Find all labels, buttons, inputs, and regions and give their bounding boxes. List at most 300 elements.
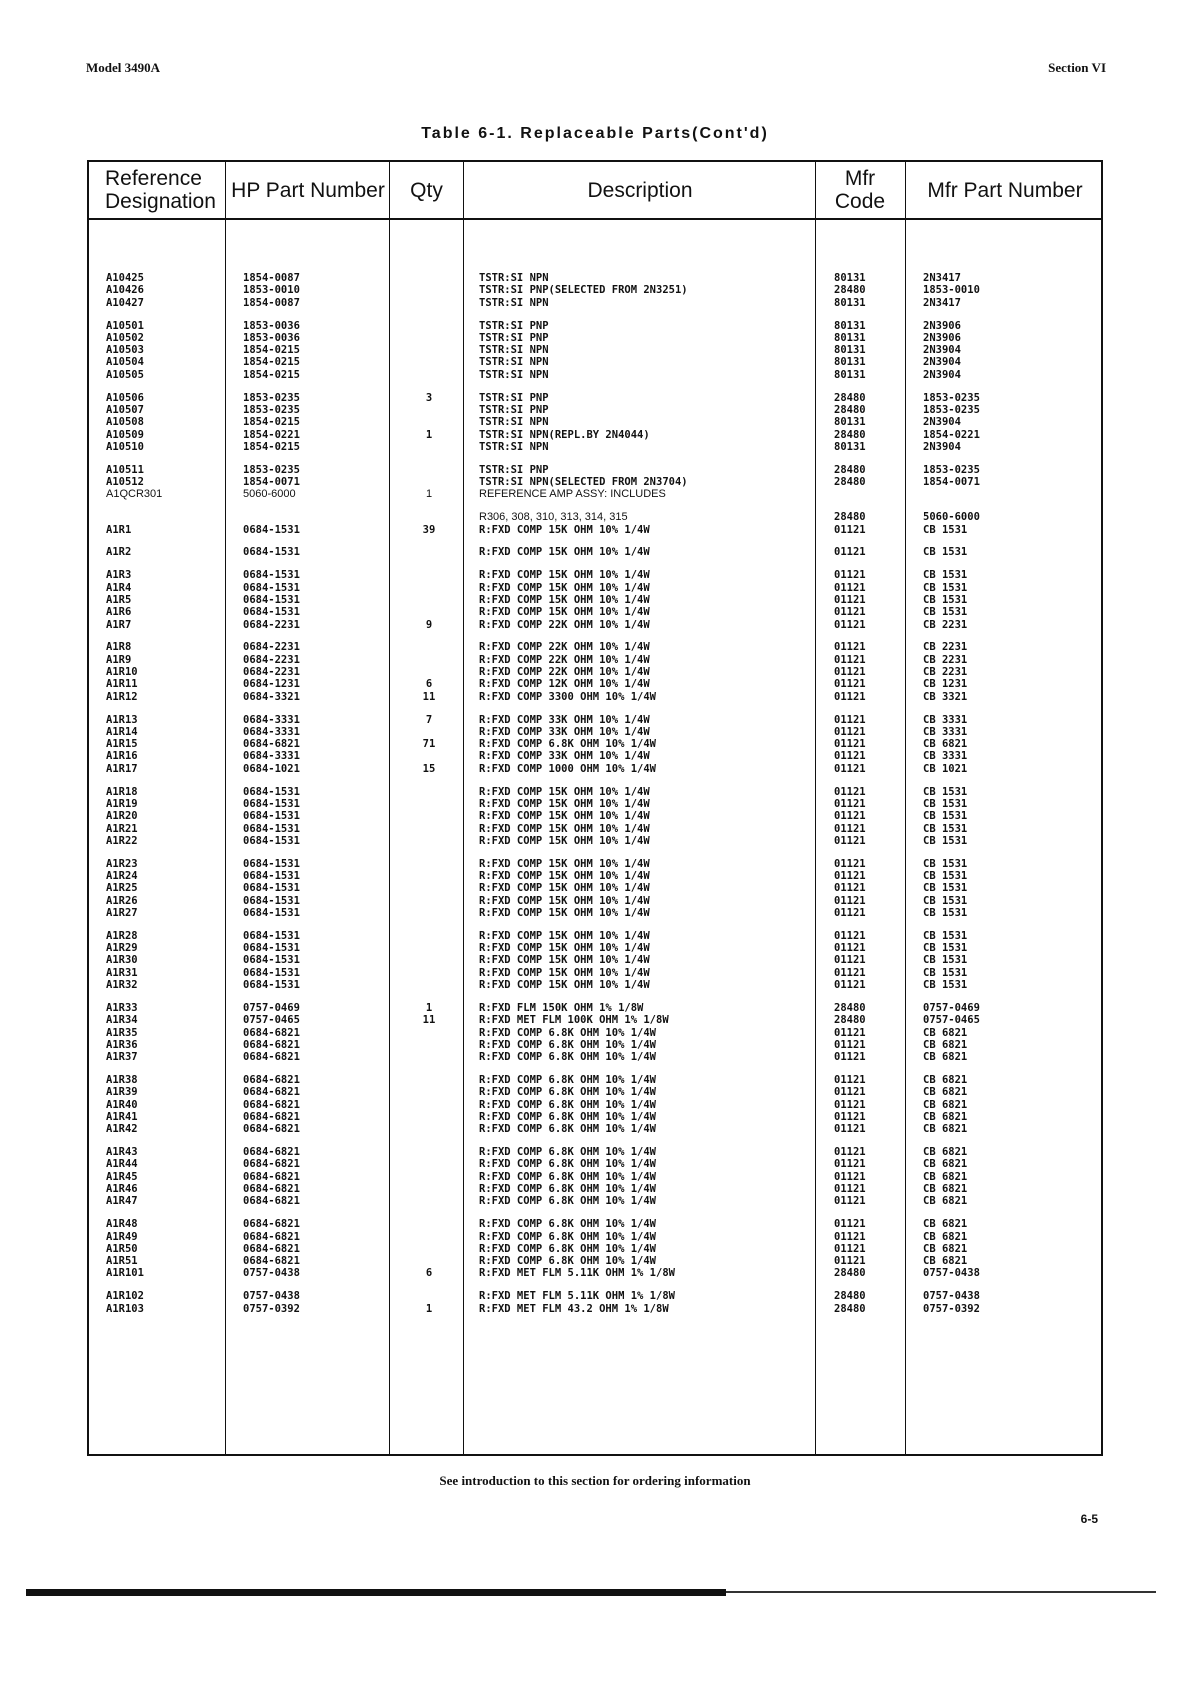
- table-row: [89, 691, 1101, 704]
- col-header-hp-label: HP Part Number: [231, 178, 385, 202]
- table-row: [89, 1123, 1101, 1136]
- cell-code: 01121: [834, 641, 866, 654]
- cell-hp: 0684-3331: [243, 713, 300, 726]
- cell-code: 01121: [834, 822, 866, 835]
- col-header-mfr-label: Mfr Part Number: [927, 178, 1083, 202]
- cell-hp: 0684-6821: [243, 1218, 300, 1231]
- table-row: [89, 594, 1101, 607]
- cell-code: 01121: [834, 1255, 866, 1268]
- table-row: [89, 835, 1101, 848]
- cell-mfr: 2N3904: [923, 356, 961, 369]
- cell-ref: A10504: [106, 356, 144, 369]
- cell-code: 01121: [834, 762, 866, 775]
- col-header-qty-label: Qty: [410, 178, 443, 202]
- cell-desc: R:FXD COMP 15K OHM 10% 1/4W: [479, 606, 650, 619]
- cell-hp: 0684-6821: [243, 1230, 300, 1243]
- cell-mfr: CB 6821: [923, 1074, 968, 1086]
- cell-code: 01121: [834, 1038, 866, 1051]
- cell-hp: 0684-6821: [243, 1110, 300, 1123]
- cell-mfr: CB 6821: [923, 1158, 968, 1171]
- cell-mfr: CB 1531: [923, 966, 968, 979]
- cell-desc: R:FXD COMP 6.8K OHM 10% 1/4W: [479, 1195, 657, 1208]
- cell-code: 01121: [834, 857, 866, 870]
- cell-mfr: CB 6821: [923, 738, 968, 751]
- cell-desc: R:FXD COMP 22K OHM 10% 1/4W: [479, 666, 650, 678]
- cell-desc: R:FXD COMP 33K OHM 10% 1/4W: [479, 750, 650, 763]
- cell-desc: REFERENCE AMP ASSY: INCLUDES: [479, 488, 666, 501]
- cell-mfr: CB 1531: [923, 606, 968, 619]
- table-row: [89, 392, 1101, 405]
- cell-desc: TSTR:SI NPN: [479, 440, 549, 453]
- cell-mfr: CB 1021: [923, 762, 968, 775]
- cell-hp: 0684-1531: [243, 857, 300, 870]
- cell-ref: A1QCR301: [106, 488, 163, 501]
- cell-ref: A1R49: [106, 1230, 138, 1243]
- cell-hp: 1853-0036: [243, 331, 300, 344]
- table-row: [89, 798, 1101, 811]
- cell-mfr: CB 1531: [923, 929, 968, 942]
- cell-ref: A1R7: [106, 618, 132, 631]
- cell-mfr: CB 1531: [923, 942, 968, 955]
- table-row: [89, 1218, 1101, 1231]
- cell-hp: 0757-0469: [243, 1001, 300, 1014]
- cell-ref: A10503: [106, 344, 144, 357]
- cell-hp: 1854-0215: [243, 356, 300, 369]
- cell-desc: R:FXD COMP 15K OHM 10% 1/4W: [479, 797, 650, 810]
- cell-hp: 0684-1531: [243, 593, 300, 606]
- cell-hp: 1853-0036: [243, 319, 300, 332]
- cell-code: 28480: [834, 284, 866, 297]
- cell-ref: A10512: [106, 476, 144, 488]
- cell-code: 01121: [834, 750, 866, 763]
- cell-code: 01121: [834, 1183, 866, 1195]
- cell-code: 28480: [834, 428, 866, 441]
- cell-ref: A1R45: [106, 1170, 138, 1183]
- cell-hp: 0684-1531: [243, 954, 300, 967]
- cell-ref: A1R41: [106, 1110, 138, 1123]
- cell-code: 01121: [834, 713, 866, 726]
- cell-ref: A1R21: [106, 822, 138, 835]
- cell-code: 01121: [834, 1218, 866, 1231]
- cell-mfr: CB 1531: [923, 834, 968, 847]
- cell-hp: 0684-6821: [243, 1158, 300, 1171]
- table-row: [89, 344, 1101, 357]
- table-row: [89, 750, 1101, 763]
- table-row: [89, 1290, 1101, 1303]
- cell-hp: 0684-3331: [243, 750, 300, 763]
- table-row: [89, 569, 1101, 582]
- cell-code: 01121: [834, 725, 866, 738]
- cell-code: 01121: [834, 966, 866, 979]
- cell-code: 01121: [834, 738, 866, 751]
- cell-mfr: CB 1531: [923, 810, 968, 823]
- cell-code: 28480: [834, 1001, 866, 1014]
- cell-code: 28480: [834, 1267, 866, 1280]
- cell-hp: 0684-6821: [243, 1183, 300, 1195]
- cell-hp: 0757-0392: [243, 1302, 300, 1315]
- table-row: [89, 606, 1101, 619]
- cell-mfr: CB 6821: [923, 1242, 968, 1255]
- cell-hp: 0684-6821: [243, 1255, 300, 1268]
- cell-code: 01121: [834, 606, 866, 619]
- cell-mfr: CB 6821: [923, 1026, 968, 1039]
- cell-ref: A1R103: [106, 1302, 144, 1315]
- table-row: [89, 1267, 1101, 1280]
- cell-code: 01121: [834, 1051, 866, 1064]
- cell-ref: A10427: [106, 296, 144, 309]
- table-row: [89, 582, 1101, 595]
- cell-ref: A10508: [106, 416, 144, 429]
- cell-mfr: CB 6821: [923, 1146, 968, 1159]
- cell-ref: A1R29: [106, 942, 138, 955]
- table-row: [89, 1002, 1101, 1015]
- cell-mfr: CB 6821: [923, 1195, 968, 1208]
- cell-code: 80131: [834, 296, 866, 309]
- table-row: [89, 786, 1101, 799]
- cell-hp: 0684-1531: [243, 894, 300, 907]
- cell-desc: R:FXD COMP 22K OHM 10% 1/4W: [479, 618, 650, 631]
- cell-hp: 0684-1531: [243, 810, 300, 823]
- cell-code: 01121: [834, 954, 866, 967]
- cell-hp: 0684-1531: [243, 785, 300, 798]
- table-row: [89, 619, 1101, 632]
- header-model: Model 3490A: [86, 60, 161, 75]
- table-row: [89, 882, 1101, 895]
- cell-mfr: CB 1531: [923, 593, 968, 606]
- cell-desc: TSTR:SI NPN(REPL.BY 2N4044): [479, 428, 650, 441]
- cell-desc: TSTR:SI PNP: [479, 391, 549, 404]
- col-header-qty: [390, 162, 463, 218]
- table-row: [89, 441, 1101, 454]
- cell-qty: 1: [425, 428, 433, 441]
- cell-hp: 0684-1231: [243, 678, 300, 691]
- cell-hp: 1854-0221: [243, 428, 300, 441]
- cell-mfr: CB 3331: [923, 713, 968, 726]
- cell-desc: R:FXD COMP 6.8K OHM 10% 1/4W: [479, 1218, 657, 1231]
- cell-code: 01121: [834, 894, 866, 907]
- table-row: [89, 320, 1101, 333]
- cell-ref: A1R15: [106, 738, 138, 751]
- cell-mfr: CB 1531: [923, 546, 968, 559]
- cell-mfr: 1853-0235: [923, 463, 980, 476]
- cell-hp: 0684-1021: [243, 762, 300, 775]
- cell-ref: A1R4: [106, 581, 132, 594]
- cell-hp: 0757-0438: [243, 1290, 300, 1303]
- cell-desc: R:FXD COMP 15K OHM 10% 1/4W: [479, 929, 650, 942]
- table-row: [89, 332, 1101, 345]
- cell-code: 01121: [834, 834, 866, 847]
- cell-hp: 0684-1531: [243, 942, 300, 955]
- cell-mfr: 2N3906: [923, 331, 961, 344]
- cell-desc: TSTR:SI PNP: [479, 403, 549, 416]
- cell-mfr: CB 1531: [923, 954, 968, 967]
- cell-code: 01121: [834, 546, 866, 559]
- cell-mfr: CB 6821: [923, 1038, 968, 1051]
- cell-code: 01121: [834, 1110, 866, 1123]
- cell-mfr: CB 6821: [923, 1086, 968, 1099]
- cell-code: 28480: [834, 1302, 866, 1315]
- cell-desc: R:FXD COMP 15K OHM 10% 1/4W: [479, 822, 650, 835]
- cell-ref: A1R43: [106, 1146, 138, 1159]
- table-row: [89, 967, 1101, 980]
- cell-desc: R:FXD COMP 15K OHM 10% 1/4W: [479, 546, 650, 559]
- cell-ref: A10510: [106, 440, 144, 453]
- cell-hp: 0757-0438: [243, 1267, 300, 1280]
- cell-code: 01121: [834, 906, 866, 919]
- cell-desc: R:FXD COMP 15K OHM 10% 1/4W: [479, 882, 650, 895]
- table-row: [89, 678, 1101, 691]
- cell-code: 01121: [834, 797, 866, 810]
- cell-desc: TSTR:SI NPN: [479, 356, 549, 369]
- cell-qty: 7: [425, 713, 433, 726]
- cell-desc: R:FXD COMP 15K OHM 10% 1/4W: [479, 906, 650, 919]
- cell-ref: A1R9: [106, 653, 132, 666]
- cell-desc: R:FXD COMP 6.8K OHM 10% 1/4W: [479, 738, 657, 751]
- cell-hp: 0684-1531: [243, 882, 300, 895]
- cell-hp: 0684-6821: [243, 1146, 300, 1159]
- cell-ref: A10502: [106, 331, 144, 344]
- cell-ref: A1R11: [106, 678, 138, 691]
- cell-code: 01121: [834, 882, 866, 895]
- header-section: Section VI: [1048, 60, 1106, 75]
- table-row: [89, 1195, 1101, 1208]
- cell-ref: A1R8: [106, 641, 132, 654]
- cell-mfr: 2N3906: [923, 319, 961, 332]
- cell-desc: R:FXD COMP 15K OHM 10% 1/4W: [479, 785, 650, 798]
- cell-hp: 0684-1531: [243, 569, 300, 582]
- cell-code: 28480: [834, 391, 866, 404]
- cell-ref: A1R42: [106, 1123, 138, 1136]
- cell-hp: 1854-0215: [243, 344, 300, 357]
- cell-ref: A1R19: [106, 797, 138, 810]
- cell-desc: R:FXD MET FLM 5.11K OHM 1% 1/8W: [479, 1290, 675, 1303]
- cell-ref: A1R33: [106, 1001, 138, 1014]
- cell-code: 01121: [834, 1086, 866, 1099]
- scan-edge-line: [726, 1591, 1156, 1593]
- cell-code: 80131: [834, 272, 866, 284]
- table-row: [89, 666, 1101, 679]
- cell-mfr: 2N3904: [923, 440, 961, 453]
- cell-hp: 1854-0215: [243, 440, 300, 453]
- ordering-footnote: See introduction to this section for ordering information: [439, 1473, 751, 1488]
- cell-hp: 0684-1531: [243, 929, 300, 942]
- cell-qty: 1: [425, 1001, 433, 1014]
- cell-desc: R:FXD COMP 6.8K OHM 10% 1/4W: [479, 1026, 657, 1039]
- cell-mfr: CB 1531: [923, 569, 968, 582]
- cell-ref: A10511: [106, 463, 144, 476]
- table-row: [89, 654, 1101, 667]
- cell-qty: 6: [425, 678, 433, 691]
- table-row: [89, 546, 1101, 559]
- cell-mfr: CB 3331: [923, 725, 968, 738]
- cell-ref: A1R12: [106, 690, 138, 703]
- table-row: [89, 284, 1101, 297]
- cell-code: 01121: [834, 581, 866, 594]
- cell-desc: TSTR:SI PNP: [479, 463, 549, 476]
- cell-mfr: 2N3904: [923, 344, 961, 357]
- cell-hp: 0684-2231: [243, 653, 300, 666]
- cell-hp: 0684-1531: [243, 797, 300, 810]
- cell-mfr: CB 3321: [923, 690, 968, 703]
- table-row: [89, 1111, 1101, 1124]
- cell-code: 80131: [834, 331, 866, 344]
- cell-hp: 0684-1531: [243, 581, 300, 594]
- cell-qty: 9: [425, 618, 433, 631]
- cell-code: 01121: [834, 1026, 866, 1039]
- cell-desc: R:FXD COMP 15K OHM 10% 1/4W: [479, 857, 650, 870]
- table-row: [89, 1027, 1101, 1040]
- cell-ref: A1R20: [106, 810, 138, 823]
- cell-mfr: 1853-0235: [923, 403, 980, 416]
- cell-code: 01121: [834, 678, 866, 691]
- cell-ref: A1R32: [106, 979, 138, 991]
- table-row: [89, 511, 1101, 524]
- cell-desc: R:FXD COMP 1000 OHM 10% 1/4W: [479, 762, 657, 775]
- table-row: [89, 954, 1101, 967]
- cell-code: 01121: [834, 929, 866, 942]
- cell-ref: A10426: [106, 284, 144, 297]
- cell-mfr: 2N3904: [923, 368, 961, 381]
- col-header-code-line2: Code: [834, 190, 886, 213]
- cell-desc: R:FXD COMP 15K OHM 10% 1/4W: [479, 581, 650, 594]
- cell-mfr: 0757-0438: [923, 1290, 980, 1303]
- cell-hp: 0684-6821: [243, 1170, 300, 1183]
- cell-hp: 0684-6821: [243, 1086, 300, 1099]
- cell-hp: 0684-1531: [243, 966, 300, 979]
- cell-mfr: 2N3417: [923, 296, 961, 309]
- table-title: Table 6-1. Replaceable Parts(Cont'd): [421, 125, 769, 142]
- cell-desc: TSTR:SI NPN: [479, 416, 549, 429]
- cell-hp: 0684-1531: [243, 834, 300, 847]
- cell-hp: 0684-6821: [243, 1123, 300, 1136]
- col-header-ref-line1: Reference: [105, 167, 202, 190]
- cell-hp: 0684-6821: [243, 1051, 300, 1064]
- cell-hp: 0684-1531: [243, 906, 300, 919]
- cell-code: 28480: [834, 511, 866, 524]
- cell-code: 01121: [834, 1123, 866, 1136]
- cell-desc: R:FXD COMP 22K OHM 10% 1/4W: [479, 653, 650, 666]
- cell-mfr: 2N3904: [923, 416, 961, 429]
- cell-desc: R:FXD COMP 33K OHM 10% 1/4W: [479, 725, 650, 738]
- col-header-reference-designation: [105, 162, 223, 218]
- cell-ref: A1R31: [106, 966, 138, 979]
- cell-desc: R:FXD COMP 15K OHM 10% 1/4W: [479, 569, 650, 582]
- scan-edge-bar: [26, 1589, 726, 1596]
- cell-code: 01121: [834, 1242, 866, 1255]
- cell-code: 01121: [834, 523, 866, 536]
- cell-desc: R:FXD COMP 6.8K OHM 10% 1/4W: [479, 1074, 657, 1086]
- cell-hp: 0684-1531: [243, 822, 300, 835]
- cell-ref: A1R6: [106, 606, 132, 619]
- cell-desc: R:FXD COMP 6.8K OHM 10% 1/4W: [479, 1183, 657, 1195]
- cell-hp: 0684-1531: [243, 870, 300, 882]
- cell-hp: 0684-6821: [243, 1195, 300, 1208]
- cell-desc: R:FXD COMP 15K OHM 10% 1/4W: [479, 593, 650, 606]
- cell-hp: 1853-0235: [243, 463, 300, 476]
- cell-desc: R:FXD COMP 15K OHM 10% 1/4W: [479, 894, 650, 907]
- cell-mfr: CB 6821: [923, 1255, 968, 1268]
- cell-code: 28480: [834, 476, 866, 488]
- cell-desc: R:FXD COMP 15K OHM 10% 1/4W: [479, 966, 650, 979]
- cell-ref: A1R1: [106, 523, 132, 536]
- table-row: [89, 738, 1101, 751]
- cell-mfr: CB 6821: [923, 1051, 968, 1064]
- cell-hp: 1853-0010: [243, 284, 300, 297]
- cell-ref: A10425: [106, 272, 144, 284]
- table-row: [89, 1099, 1101, 1112]
- cell-qty: 11: [422, 1014, 436, 1027]
- cell-mfr: CB 1531: [923, 894, 968, 907]
- table-row: [89, 714, 1101, 727]
- cell-mfr: CB 2231: [923, 641, 968, 654]
- table-row: [89, 1086, 1101, 1099]
- cell-code: 80131: [834, 368, 866, 381]
- col-header-ref-line2: Designation: [105, 190, 216, 213]
- cell-code: 80131: [834, 356, 866, 369]
- cell-mfr: 2N3417: [923, 272, 961, 284]
- cell-hp: 0684-6821: [243, 1038, 300, 1051]
- cell-ref: A1R39: [106, 1086, 138, 1099]
- cell-mfr: CB 1531: [923, 523, 968, 536]
- cell-mfr: 5060-6000: [923, 511, 980, 524]
- table-row: [89, 1171, 1101, 1184]
- cell-mfr: CB 1531: [923, 785, 968, 798]
- cell-hp: 1853-0235: [243, 391, 300, 404]
- cell-mfr: CB 2231: [923, 618, 968, 631]
- cell-ref: A1R50: [106, 1242, 138, 1255]
- table-row: [89, 1243, 1101, 1256]
- table-row: [89, 823, 1101, 836]
- cell-ref: A1R3: [106, 569, 132, 582]
- cell-hp: 0684-1531: [243, 546, 300, 559]
- cell-ref: A1R44: [106, 1158, 138, 1171]
- cell-desc: R:FXD COMP 22K OHM 10% 1/4W: [479, 641, 650, 654]
- parts-table: [87, 160, 1103, 1456]
- cell-ref: A1R51: [106, 1255, 138, 1268]
- cell-desc: R:FXD COMP 6.8K OHM 10% 1/4W: [479, 1255, 657, 1268]
- cell-code: 01121: [834, 690, 866, 703]
- cell-mfr: CB 6821: [923, 1170, 968, 1183]
- cell-desc: R:FXD COMP 6.8K OHM 10% 1/4W: [479, 1230, 657, 1243]
- cell-mfr: 1853-0235: [923, 391, 980, 404]
- cell-mfr: CB 6821: [923, 1218, 968, 1231]
- cell-ref: A10506: [106, 391, 144, 404]
- cell-desc: R:FXD FLM 150K OHM 1% 1/8W: [479, 1001, 644, 1014]
- cell-code: 28480: [834, 1290, 866, 1303]
- col-header-description: [465, 162, 815, 218]
- cell-ref: A1R14: [106, 725, 138, 738]
- table-row: [89, 1051, 1101, 1064]
- cell-ref: A1R5: [106, 593, 132, 606]
- table-row: [89, 416, 1101, 429]
- cell-mfr: CB 1231: [923, 678, 968, 691]
- cell-qty: 15: [422, 762, 436, 775]
- cell-desc: R:FXD COMP 6.8K OHM 10% 1/4W: [479, 1123, 657, 1136]
- cell-hp: 0684-2231: [243, 618, 300, 631]
- cell-mfr: CB 1531: [923, 822, 968, 835]
- cell-code: 80131: [834, 416, 866, 429]
- table-row: [89, 870, 1101, 883]
- cell-code: 01121: [834, 618, 866, 631]
- table-row: [89, 895, 1101, 908]
- cell-ref: A10505: [106, 368, 144, 381]
- cell-desc: R:FXD MET FLM 43.2 OHM 1% 1/8W: [479, 1302, 669, 1315]
- cell-mfr: 0757-0392: [923, 1302, 980, 1315]
- cell-desc: R:FXD MET FLM 100K OHM 1% 1/8W: [479, 1014, 669, 1027]
- cell-desc: R:FXD COMP 6.8K OHM 10% 1/4W: [479, 1146, 657, 1159]
- cell-qty: 6: [425, 1267, 433, 1280]
- cell-ref: A1R101: [106, 1267, 144, 1280]
